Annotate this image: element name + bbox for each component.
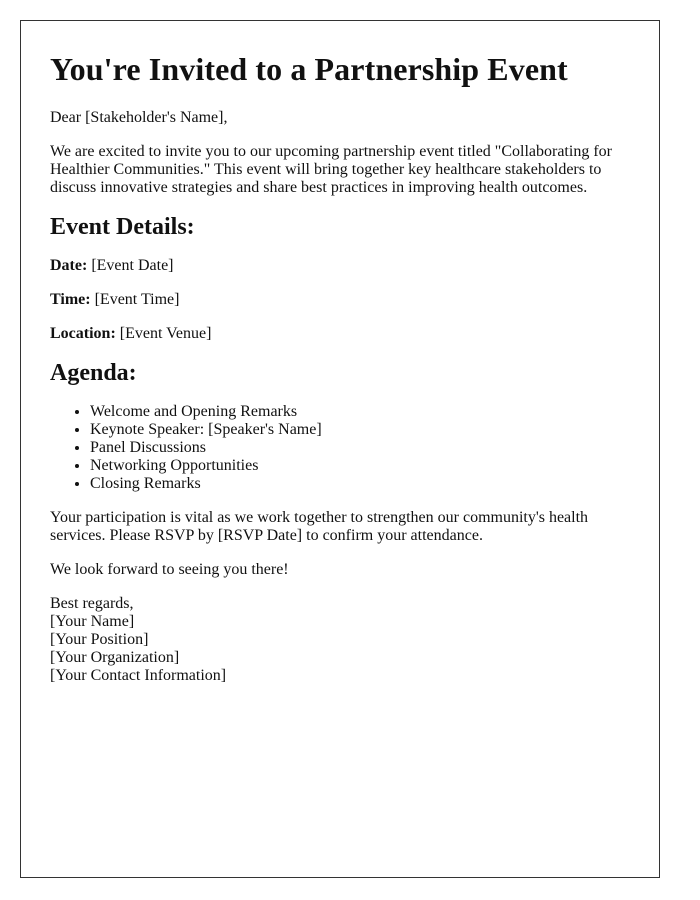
participation-paragraph: Your participation is vital as we work together to strengthen our community's health services. Please RSVP by [RSVP Date] to confirm your attendance. bbox=[50, 509, 589, 544]
agenda-heading: Agenda: bbox=[50, 360, 137, 386]
greeting: Dear [Stakeholder's Name], bbox=[50, 109, 228, 126]
detail-location bbox=[50, 325, 630, 343]
signature-organization: [Your Organization] bbox=[50, 649, 180, 666]
intro-paragraph: We are excited to invite you to our upcoming partnership event titled "Collaborating for Healthier Communities." This event will bring together key healthcare stakeholders to discuss innovative strategies and share best practices in improving health outcomes. bbox=[50, 143, 612, 196]
detail-date-value: [Event Date] bbox=[91, 257, 174, 274]
agenda-list bbox=[50, 403, 630, 493]
signature-position: [Your Position] bbox=[50, 631, 149, 648]
detail-location-value: [Event Venue] bbox=[119, 325, 212, 342]
detail-date bbox=[50, 257, 630, 275]
letter-content bbox=[50, 51, 630, 701]
signature-contact: [Your Contact Information] bbox=[50, 667, 227, 684]
agenda-item: • Welcome and Opening Remarks bbox=[90, 403, 630, 421]
agenda-item: • Panel Discussions bbox=[90, 439, 630, 457]
agenda-item: • Networking Opportunities bbox=[90, 457, 630, 475]
signoff: Best regards, bbox=[50, 595, 134, 612]
detail-date-label: Date: bbox=[50, 257, 88, 274]
agenda-item: • Keynote Speaker: [Speaker's Name] bbox=[90, 421, 630, 439]
detail-time-value: [Event Time] bbox=[94, 291, 180, 308]
letter-page bbox=[20, 20, 660, 878]
page-title: You're Invited to a Partnership Event bbox=[50, 51, 568, 87]
event-details-heading: Event Details: bbox=[50, 214, 195, 240]
closing-line: We look forward to seeing you there! bbox=[50, 561, 289, 578]
agenda-item: • Closing Remarks bbox=[90, 475, 630, 493]
detail-time-label: Time: bbox=[50, 291, 91, 308]
signature-block bbox=[50, 595, 630, 685]
signature-name: [Your Name] bbox=[50, 613, 135, 630]
detail-location-label: Location: bbox=[50, 325, 116, 342]
detail-time bbox=[50, 291, 630, 309]
